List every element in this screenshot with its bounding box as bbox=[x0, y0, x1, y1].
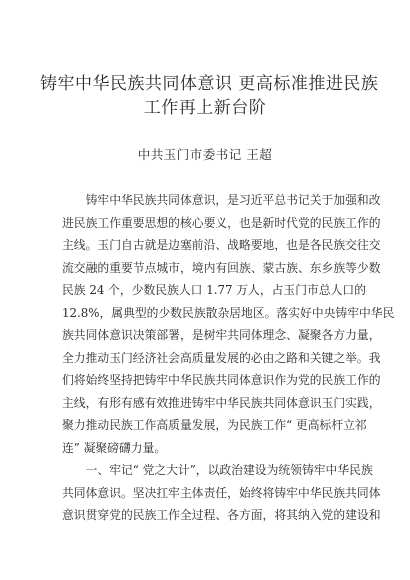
article-body bbox=[62, 189, 395, 527]
text-line: 12.8%，属典型的少数民族散杂居地区。落实好中央铸牢中华民 bbox=[62, 305, 395, 320]
paragraph-2 bbox=[62, 459, 381, 527]
text-line: 主线。玉门自古就是边塞前沿、战略要地，也是各民族交往交 bbox=[62, 238, 381, 252]
text-line: 进民族工作重要思想的核心要义，也是新时代党的民族工作的 bbox=[62, 215, 381, 230]
text-line: 族共同体意识决策部署，是树牢共同体理念、凝聚各方力量， bbox=[62, 328, 381, 342]
text-line: 全力推动玉门经济社会高质量发展的必由之路和关键之举。我 bbox=[62, 350, 381, 365]
text-line: 聚力推动民族工作高质量发展，为民族工作“ 更高标杆立祁 bbox=[62, 418, 367, 432]
text-line: 连” 凝聚磅礴力量。 bbox=[62, 440, 167, 455]
title-line: 铸牢中华民族共同体意识 更高标准推进民族 bbox=[40, 74, 379, 94]
text-line: 流交融的重要节点城市，境内有回族、蒙古族、东乡族等少数 bbox=[62, 260, 381, 275]
article-title bbox=[40, 72, 379, 120]
text-line: 主线，有形有感有效推进铸牢中华民族共同体意识玉门实践， bbox=[62, 395, 381, 410]
text-line: 们将始终坚持把铸牢中华民族共同体意识作为党的民族工作的 bbox=[62, 373, 381, 387]
text-line: 一、牢记“ 党之大计”，以政治建设为统领铸牢中华民族 bbox=[62, 463, 373, 477]
text-line: 共同体意识。坚决扛牢主体责任，始终将铸牢中华民族共同体 bbox=[62, 485, 381, 500]
text-line: 意识贯穿党的民族工作全过程、各方面，将其纳入党的建设和 bbox=[62, 508, 381, 522]
paragraph-1 bbox=[62, 189, 395, 459]
title-line: 工作再上新台阶 bbox=[143, 98, 267, 118]
text-line: 民族 24 个，少数民族人口 1.77 万人，占玉门市总人口的 bbox=[62, 283, 367, 297]
author-byline: 中共玉门市委书记 王超 bbox=[137, 147, 273, 162]
text-line: 铸牢中华民族共同体意识，是习近平总书记关于加强和改 bbox=[62, 193, 381, 207]
